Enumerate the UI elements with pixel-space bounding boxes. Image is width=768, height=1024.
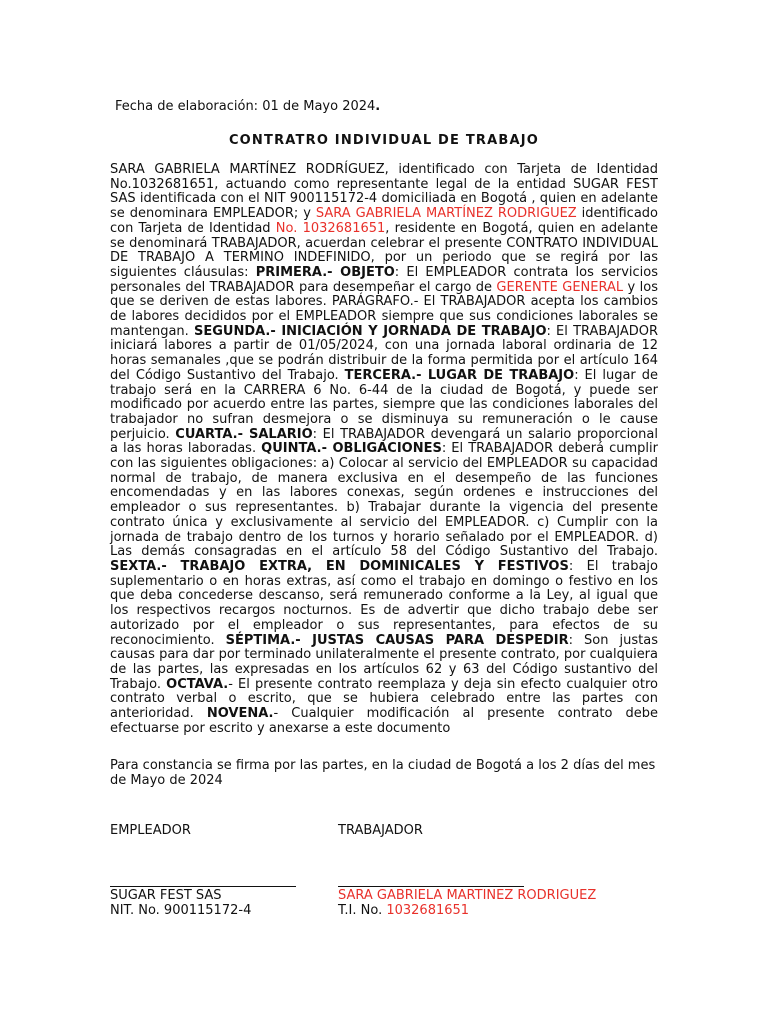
worker-signature-name: SARA GABRIELA MARTINEZ RODRIGUEZ <box>338 888 597 903</box>
body-text-segment: : El trabajo suplementario o en horas extras, así como el trabajo en domingo o festivo en los que deba concederse descanso, será remunerado conforme a la Ley, al igual que los respectivos recargos nocturnos. Es de advertir que dicho trabajo debe ser autorizado por el empleador o sus representantes, para efectos de su reconocimiento. <box>110 558 658 648</box>
employer-signature-line <box>110 886 296 887</box>
body-text-segment: : El lugar de trabajo será en la CARRERA 6 No. 6-44 de la ciudad de Bogotá, y puede ser modificado por acuerdo entre las partes, siempre que las condiciones laborales del trabajador no sufran desmejora o se disminuya su remuneración o le cause perjuicio. <box>110 367 658 442</box>
clause-title-octava: OCTAVA. <box>166 676 229 692</box>
contract-body <box>110 163 658 736</box>
elaboration-date <box>115 100 380 115</box>
body-text-segment: y los que se deriven de estas labores. PARÁGRAFO.- El TRABAJADOR acepta los cambios de labores decididos por el EMPLEADOR siempre que sus condiciones laborales se mantengan. <box>110 279 659 339</box>
body-text-segment: - El presente contrato reemplaza y deja sin efecto cualquier otro contrato verbal o escrito, que se hubiera celebrado entre las partes con anterioridad. <box>110 676 658 722</box>
clause-title-novena: NOVENA. <box>206 706 274 722</box>
body-text-segment: : El EMPLEADOR contrata los servicios personales del TRABAJADOR para desempeñar el cargo de <box>110 264 658 295</box>
clause-title-septima: SÉPTIMA.- JUSTAS CAUSAS PARA DESPEDIR <box>225 632 569 648</box>
employer-id: NIT. No. 900115172-4 <box>110 903 252 918</box>
closing-statement: Para constancia se firma por las partes, en la ciudad de Bogotá a los 2 días del mes de Mayo de 2024 <box>110 758 656 788</box>
body-text-segment: , residente en Bogotá, quien en adelante se denominará TRABAJADOR, acuerdan celebrar el presente CONTRATO INDIVIDUAL DE TRABAJO A TERMINO INDEFINIDO, por un periodo que se regirá por las siguientes cláusulas: <box>110 220 658 280</box>
employer-name: SUGAR FEST SAS <box>110 888 222 903</box>
worker-id-highlight: No. 1032681651 <box>275 220 386 236</box>
date-label: Fecha de elaboración: 01 de Mayo 2024 <box>115 99 376 114</box>
worker-id-number: 1032681651 <box>386 903 470 918</box>
body-text-segment: : El TRABAJADOR iniciará labores a partir de 01/05/2024, con una jornada laboral ordinaria de 12 horas semanales ,que se podrán distribuir de la forma permitida por el artículo 164 del Código Sustantivo del Trabajo. <box>110 323 658 383</box>
body-text-segment: : El TRABAJADOR devengará un salario proporcional a las horas laboradas. <box>110 426 659 457</box>
worker-label: TRABAJADOR <box>338 823 423 838</box>
worker-id-prefix: T.I. No. <box>338 903 387 918</box>
document-title: CONTRATRO INDIVIDUAL DE TRABAJO <box>228 133 540 148</box>
clause-title-tercera: TERCERA.- LUGAR DE TRABAJO <box>344 367 575 383</box>
body-text-segment: SARA GABRIELA MARTÍNEZ RODRÍGUEZ, identificado con Tarjeta de Identidad No.1032681651, actuando como representante legal de la entidad SUGAR FEST SAS identificada con el NIT 900115172-4 domiciliada en Bogotá , quien en adelante se denominara EMPLEADOR; y <box>110 162 658 222</box>
clause-title-primera: PRIMERA.- OBJETO <box>255 264 395 280</box>
position-highlight: GERENTE GENERAL <box>496 279 624 295</box>
body-text-segment: : Son justas causas para dar por terminado unilateralmente el presente contrato, por cualquiera de las partes, las expresadas en los artículos 62 y 63 del Código sustantivo del Trabajo. <box>110 632 658 692</box>
clause-title-quinta: QUINTA.- OBLIGACIONES <box>261 441 442 457</box>
date-period: . <box>375 99 381 114</box>
body-text-segment: : El TRABAJADOR deberá cumplir con las siguientes obligaciones: a) Colocar al servicio del EMPLEADOR su capacidad normal de trabajo, de manera exclusiva en el desempeño de las funciones encomendadas y en las labores conexas, según ordenes e instrucciones del empleador o sus representantes. b) Trabajar durante la vigencia del presente contrato única y exclusivamente al servicio del EMPLEADOR. c) Cumplir con la jornada de trabajo dentro de los turnos y horario señalado por el EMPLEADOR. d) Las demás consagradas en el artículo 58 del Código Sustantivo del Trabajo. <box>110 441 659 560</box>
worker-signature-line <box>338 886 524 887</box>
body-text-segment: identificado con Tarjeta de Identidad <box>110 206 659 236</box>
clause-title-cuarta: CUARTA.- SALARIO <box>175 426 313 442</box>
worker-signature-id <box>338 904 469 919</box>
clause-title-segunda: SEGUNDA.- INICIACIÓN Y JORNADA DE TRABAJO <box>193 323 547 339</box>
worker-name-highlight: SARA GABRIELA MARTÍNEZ RODRIGUEZ <box>315 206 577 222</box>
clause-title-sexta: SEXTA.- TRABAJO EXTRA, EN DOMINICALES Y FESTIVOS <box>110 558 569 574</box>
body-text-segment: - Cualquier modificación al presente contrato debe efectuarse por escrito y anexarse a este documento <box>110 706 658 736</box>
employer-label: EMPLEADOR <box>110 823 191 838</box>
